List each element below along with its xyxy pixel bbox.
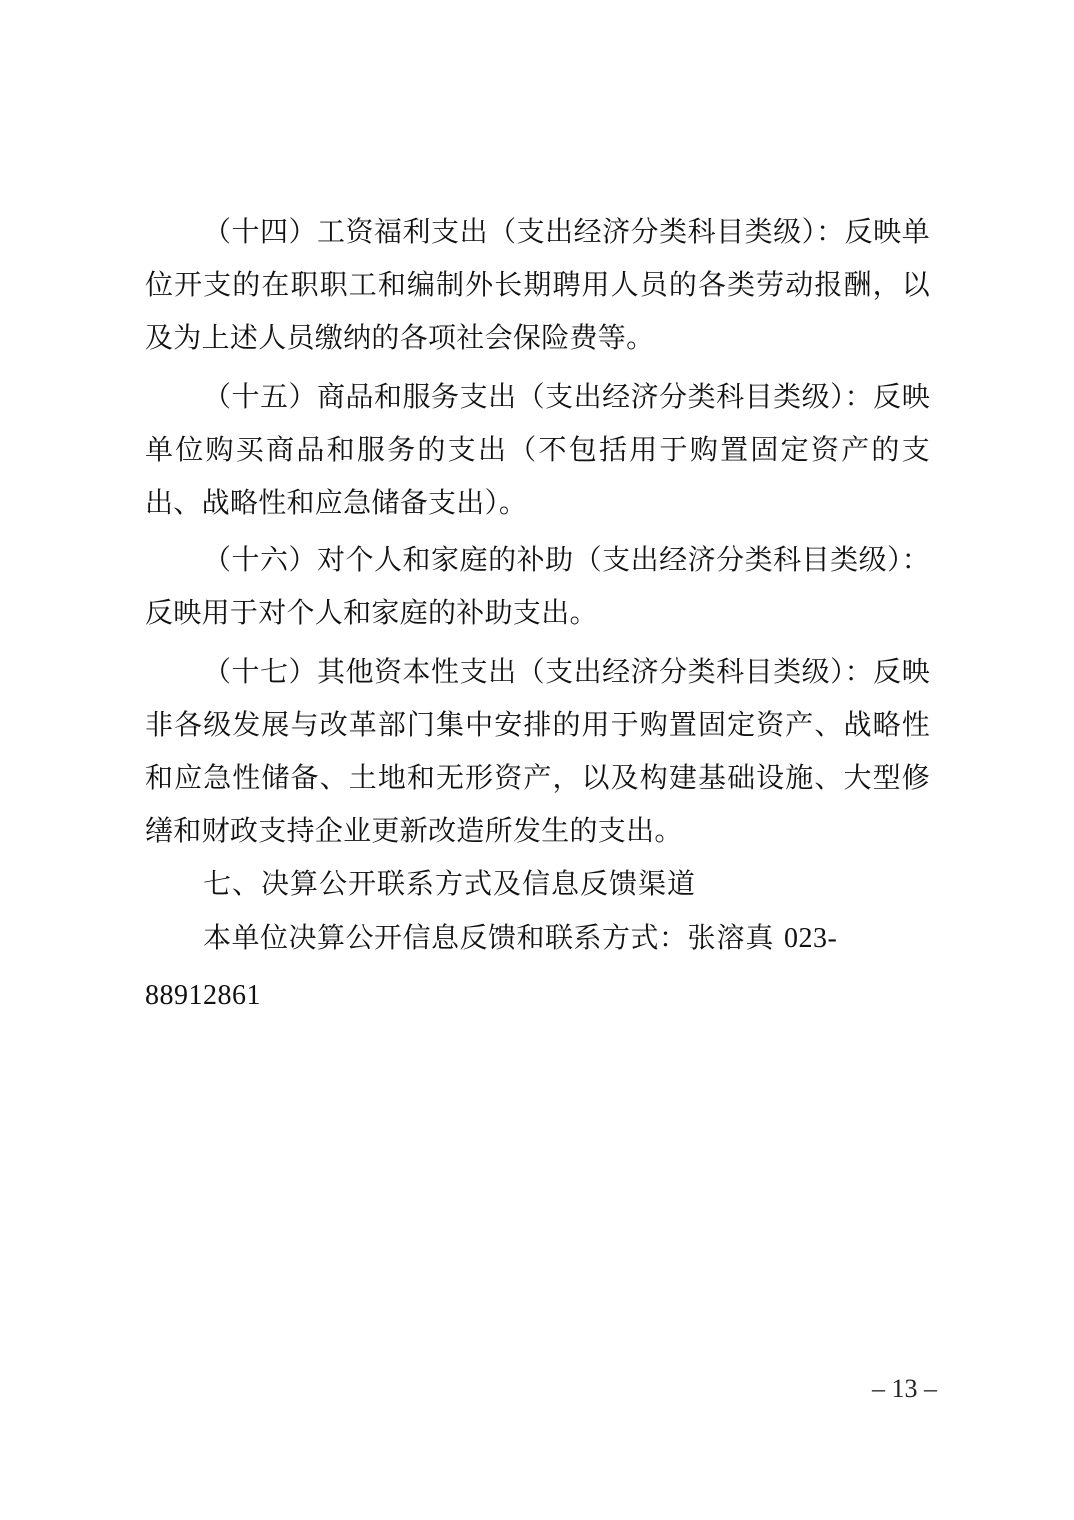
- contact-line: [145, 910, 930, 1024]
- contact-label: 本单位决算公开信息反馈和联系方式：: [203, 921, 688, 954]
- paragraph-14: （十四）工资福利支出（支出经济分类科目类级）：反映单位开支的在职职工和编制外长期聘用人员的各类劳动报酬，以及为上述人员缴纳的各项社会保险费等。: [145, 215, 930, 354]
- section-heading: 七、决算公开联系方式及信息反馈渠道: [203, 867, 697, 900]
- contact-phone: 023-88912861: [145, 923, 838, 1011]
- page-number: – 13 –: [872, 1374, 937, 1403]
- paragraph-17: （十七）其他资本性支出（支出经济分类科目类级）：反映非各级发展与改革部门集中安排的用于购置固定资产、战略性和应急性储备、土地和无形资产，以及构建基础设施、大型修缮和财政支持企业更新改造所发生的支出。: [145, 655, 930, 847]
- paragraph-16: （十六）对个人和家庭的补助（支出经济分类科目类级）：反映用于对个人和家庭的补助支出。: [145, 543, 930, 629]
- document-body: [145, 205, 930, 1024]
- contact-name: 张溶真: [687, 921, 775, 954]
- paragraph-15: （十五）商品和服务支出（支出经济分类科目类级）：反映单位购买商品和服务的支出（不包括用于购置固定资产的支出、战略性和应急储备支出）。: [145, 380, 930, 519]
